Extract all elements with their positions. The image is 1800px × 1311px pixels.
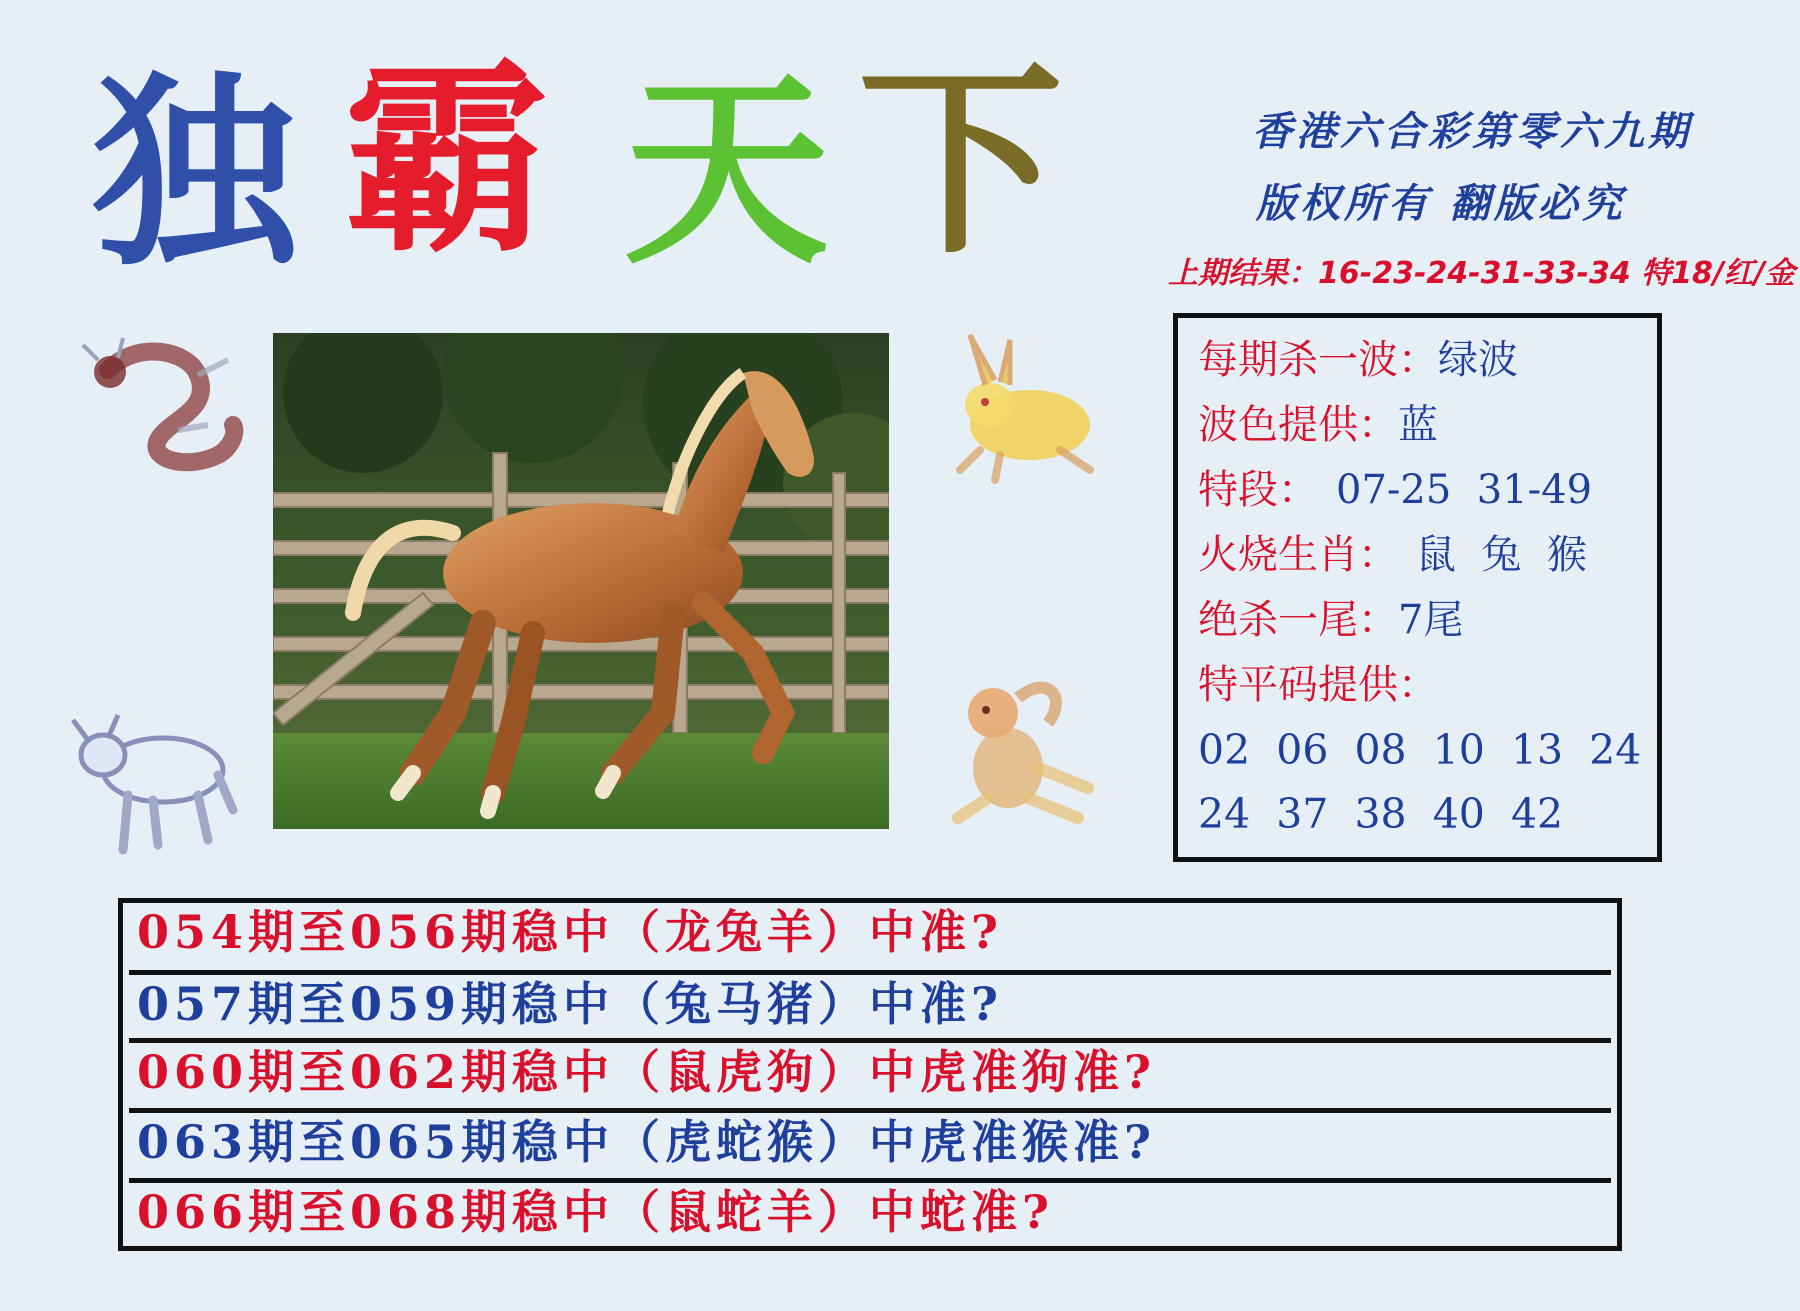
- kill-tail-value: 7尾: [1398, 597, 1464, 643]
- history-row-text: 057期至059期稳中（兔马猪）中准?: [137, 977, 1003, 1031]
- ox-icon: [68, 700, 238, 860]
- numbers-row-1: 02 06 08 10 13 24: [1198, 726, 1642, 774]
- history-row: [129, 1038, 1611, 1100]
- last-result: 上期结果：16-23-24-31-33-34 特18/红/金: [1168, 256, 1795, 291]
- history-table: [118, 898, 1622, 1251]
- history-row: [129, 903, 1611, 965]
- wave-color-row: [1198, 402, 1438, 448]
- fire-zodiac-value: 鼠 兔 猴: [1416, 532, 1587, 578]
- special-range-value: 07-25 31-49: [1336, 467, 1593, 513]
- monkey-icon: [938, 668, 1108, 838]
- title-char-4: 下: [858, 42, 1063, 282]
- history-row-text: 054期至056期稳中（龙兔羊）中准?: [137, 905, 1003, 959]
- numbers-row-2: 24 37 38 40 42: [1198, 790, 1564, 838]
- title-char-2: 霸: [344, 40, 549, 280]
- copyright-notice: 版权所有 翻版必究: [1256, 180, 1626, 227]
- kill-tail-label: 绝杀一尾：: [1198, 597, 1398, 643]
- special-range-row: [1198, 467, 1593, 513]
- kill-wave-value: 绿波: [1438, 337, 1518, 383]
- prediction-info-box: [1173, 313, 1662, 862]
- numbers-label: 特平码提供：: [1198, 662, 1438, 708]
- history-row: [129, 1178, 1611, 1240]
- title-char-3: 天: [624, 52, 829, 292]
- kill-wave-label: 每期杀一波：: [1198, 337, 1438, 383]
- history-row-text: 066期至068期稳中（鼠蛇羊）中蛇准?: [137, 1185, 1054, 1239]
- fire-zodiac-label: 火烧生肖：: [1198, 532, 1398, 578]
- rabbit-icon: [940, 330, 1110, 490]
- fire-zodiac-row: [1198, 532, 1587, 578]
- dragon-icon: [78, 330, 248, 480]
- wave-color-value: 蓝: [1398, 402, 1438, 448]
- wave-color-label: 波色提供：: [1198, 402, 1398, 448]
- special-range-label: 特段：: [1198, 467, 1318, 513]
- issue-title: 香港六合彩第零六九期: [1252, 108, 1692, 155]
- horse-photo: [273, 333, 889, 829]
- title-char-1: 独: [92, 54, 297, 294]
- kill-tail-row: [1198, 597, 1464, 643]
- history-row: [129, 1108, 1611, 1170]
- history-row-text: 063期至065期稳中（虎蛇猴）中虎准猴准?: [137, 1115, 1156, 1169]
- history-row: [129, 970, 1611, 1032]
- history-row-text: 060期至062期稳中（鼠虎狗）中虎准狗准?: [137, 1045, 1156, 1099]
- kill-wave-row: [1198, 337, 1518, 383]
